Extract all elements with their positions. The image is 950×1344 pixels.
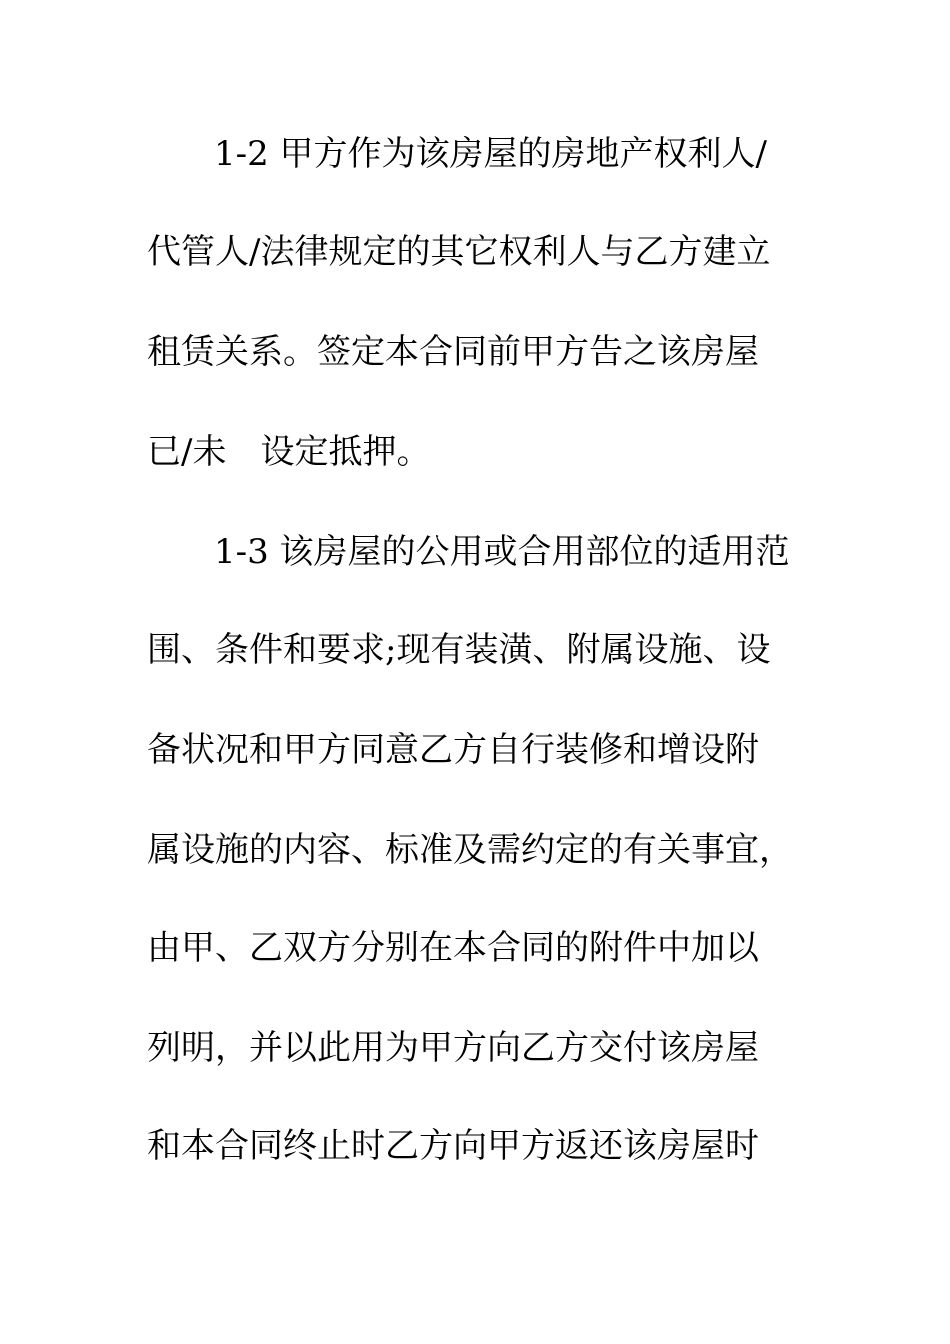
paragraph-line: 由甲、乙双方分别在本合同的附件中加以: [147, 928, 759, 968]
paragraph-line: 和本合同终止时乙方向甲方返还该房屋时: [147, 1126, 759, 1166]
paragraph-line: 代管人/法律规定的其它权利人与乙方建立: [147, 232, 771, 272]
paragraph-line: 围、条件和要求;现有装潢、附属设施、设: [147, 630, 771, 670]
paragraph-line: 租赁关系。签定本合同前甲方告之该房屋: [147, 332, 759, 372]
paragraph-line: 备状况和甲方同意乙方自行装修和增设附: [147, 730, 759, 770]
paragraph-line: 属设施的内容、标准及需约定的有关事宜，: [147, 830, 793, 870]
paragraph-line: 列明，并以此用为甲方向乙方交付该房屋: [147, 1028, 759, 1068]
paragraph-line: 1-3 该房屋的公用或合用部位的适用范: [214, 532, 790, 572]
paragraph-line: 已/未 设定抵押。: [147, 432, 431, 472]
paragraph-line: 1-2 甲方作为该房屋的房地产权利人/: [214, 134, 768, 174]
